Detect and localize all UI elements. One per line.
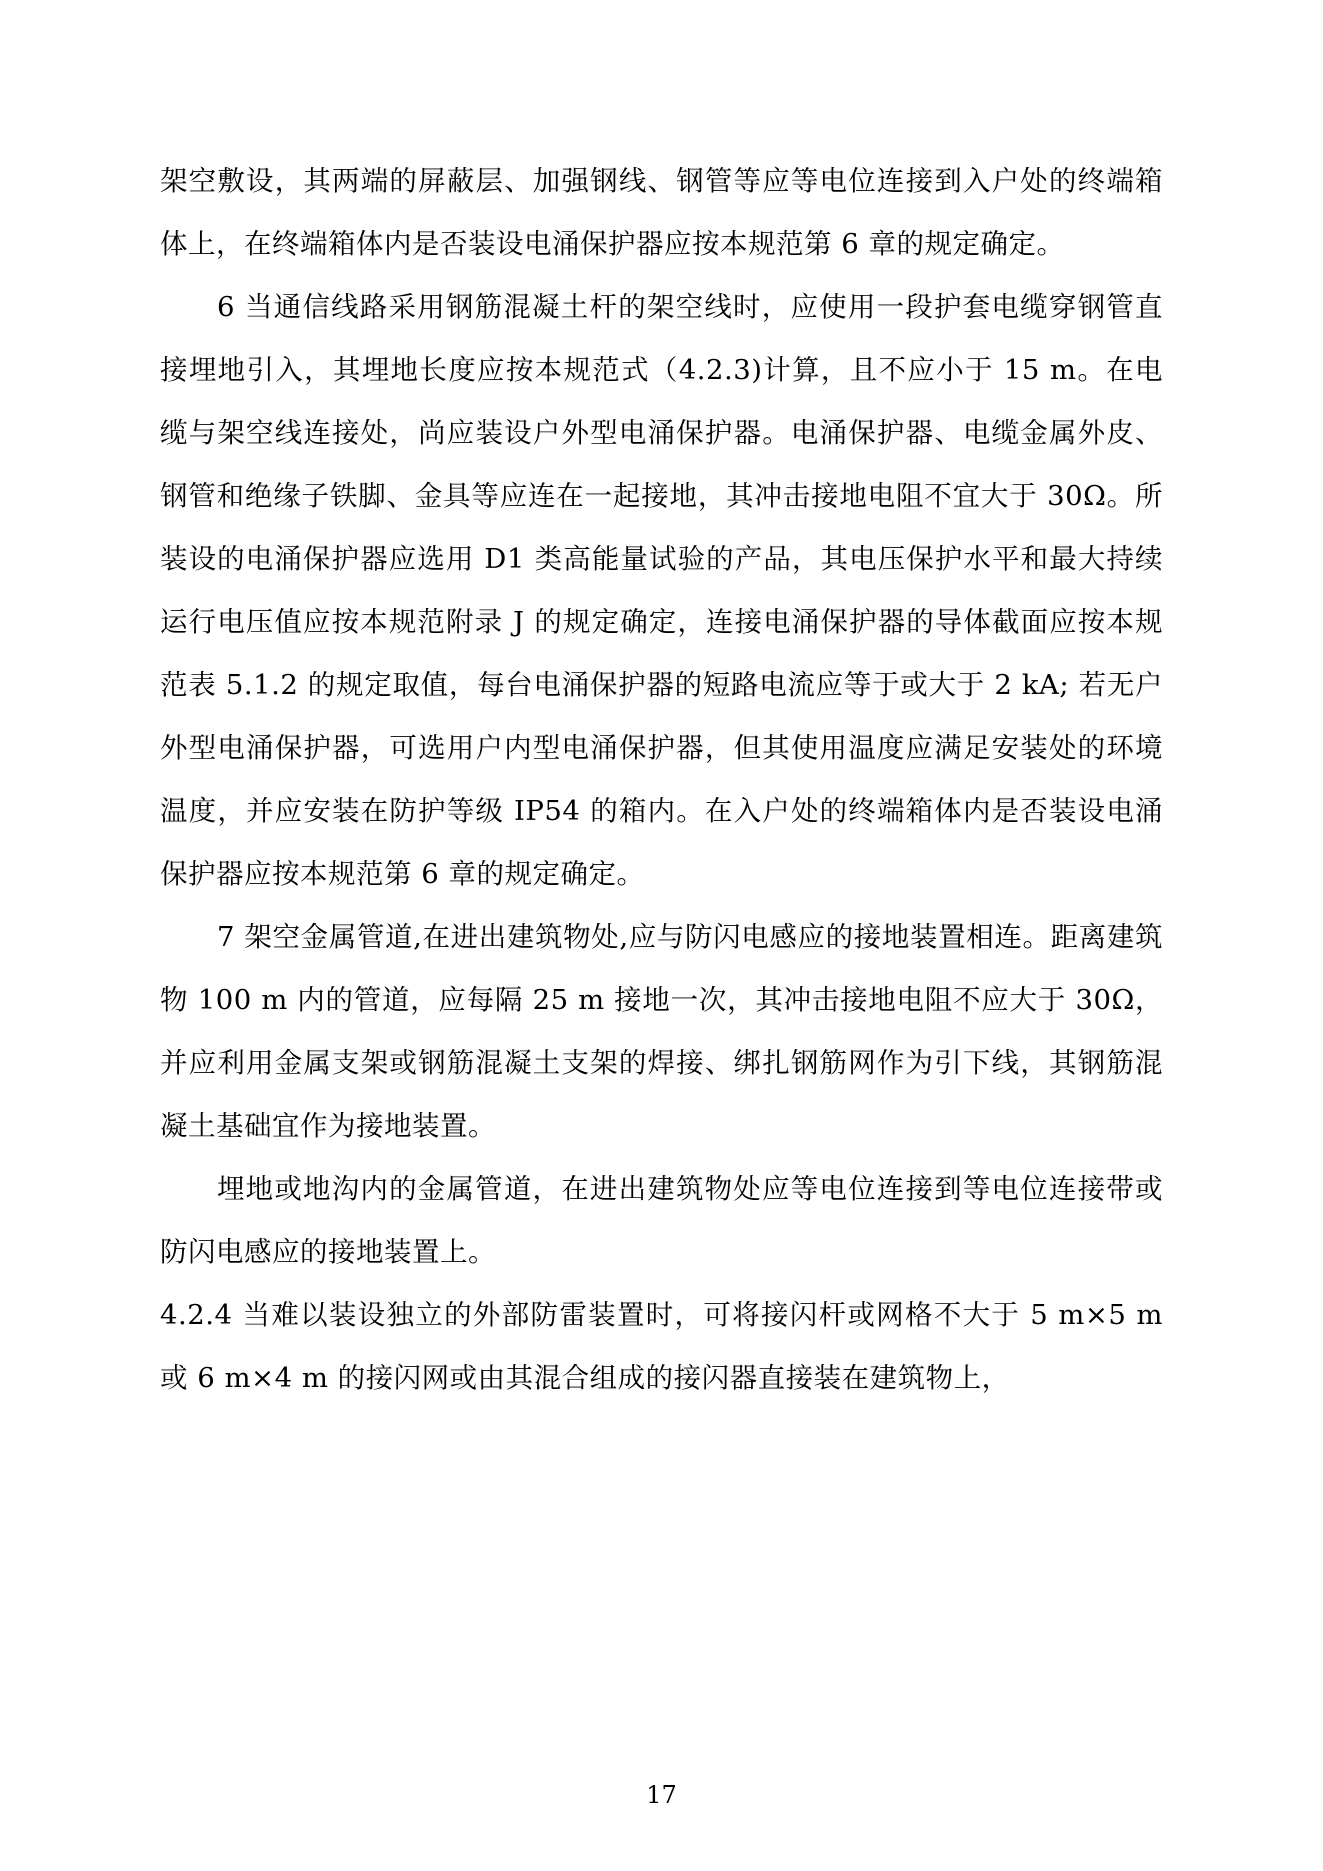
- page-body: [160, 150, 1163, 1410]
- paragraph-item-6: 6 当通信线路采用钢筋混凝土杆的架空线时，应使用一段护套电缆穿钢管直接埋地引入，其埋地长度应按本规范式（4.2.3)计算，且不应小于 15 m。在电缆与架空线连接处，尚应装设户外型电涌保护器。电涌保护器、电缆金属外皮、钢管和绝缘子铁脚、金具等应连在一起接地，其冲击接地电阻不宜大于 30Ω。所装设的电涌保护器应选用 D1 类高能量试验的产品，其电压保护水平和最大持续运行电压值应按本规范附录 J 的规定确定，连接电涌保护器的导体截面应按本规范表 5.1.2 的规定取值，每台电涌保护器的短路电流应等于或大于 2 kA; 若无户外型电涌保护器，可选用户内型电涌保护器，但其使用温度应满足安装处的环境温度，并应安装在防护等级 IP54 的箱内。在入户处的终端箱体内是否装设电涌保护器应按本规范第 6 章的规定确定。: [160, 291, 1163, 890]
- paragraph-clause-4-2-4: 4.2.4 当难以装设独立的外部防雷装置时，可将接闪杆或网格不大于 5 m×5 m 或 6 m×4 m 的接闪网或由其混合组成的接闪器直接装在建筑物上，: [160, 1299, 1163, 1394]
- page-number: 17: [646, 1781, 677, 1809]
- paragraph-buried-pipe: 埋地或地沟内的金属管道，在进出建筑物处应等电位连接到等电位连接带或防闪电感应的接地装置上。: [160, 1173, 1163, 1268]
- paragraph-continued: 架空敷设，其两端的屏蔽层、加强钢线、钢管等应等电位连接到入户处的终端箱体上，在终端箱体内是否装设电涌保护器应按本规范第 6 章的规定确定。: [160, 165, 1163, 260]
- paragraph-item-7: 7 架空金属管道,在进出建筑物处,应与防闪电感应的接地装置相连。距离建筑物 100 m 内的管道，应每隔 25 m 接地一次，其冲击接地电阻不应大于 30Ω，并应利用金属支架或钢筋混凝土支架的焊接、绑扎钢筋网作为引下线，其钢筋混凝土基础宜作为接地装置。: [160, 921, 1163, 1142]
